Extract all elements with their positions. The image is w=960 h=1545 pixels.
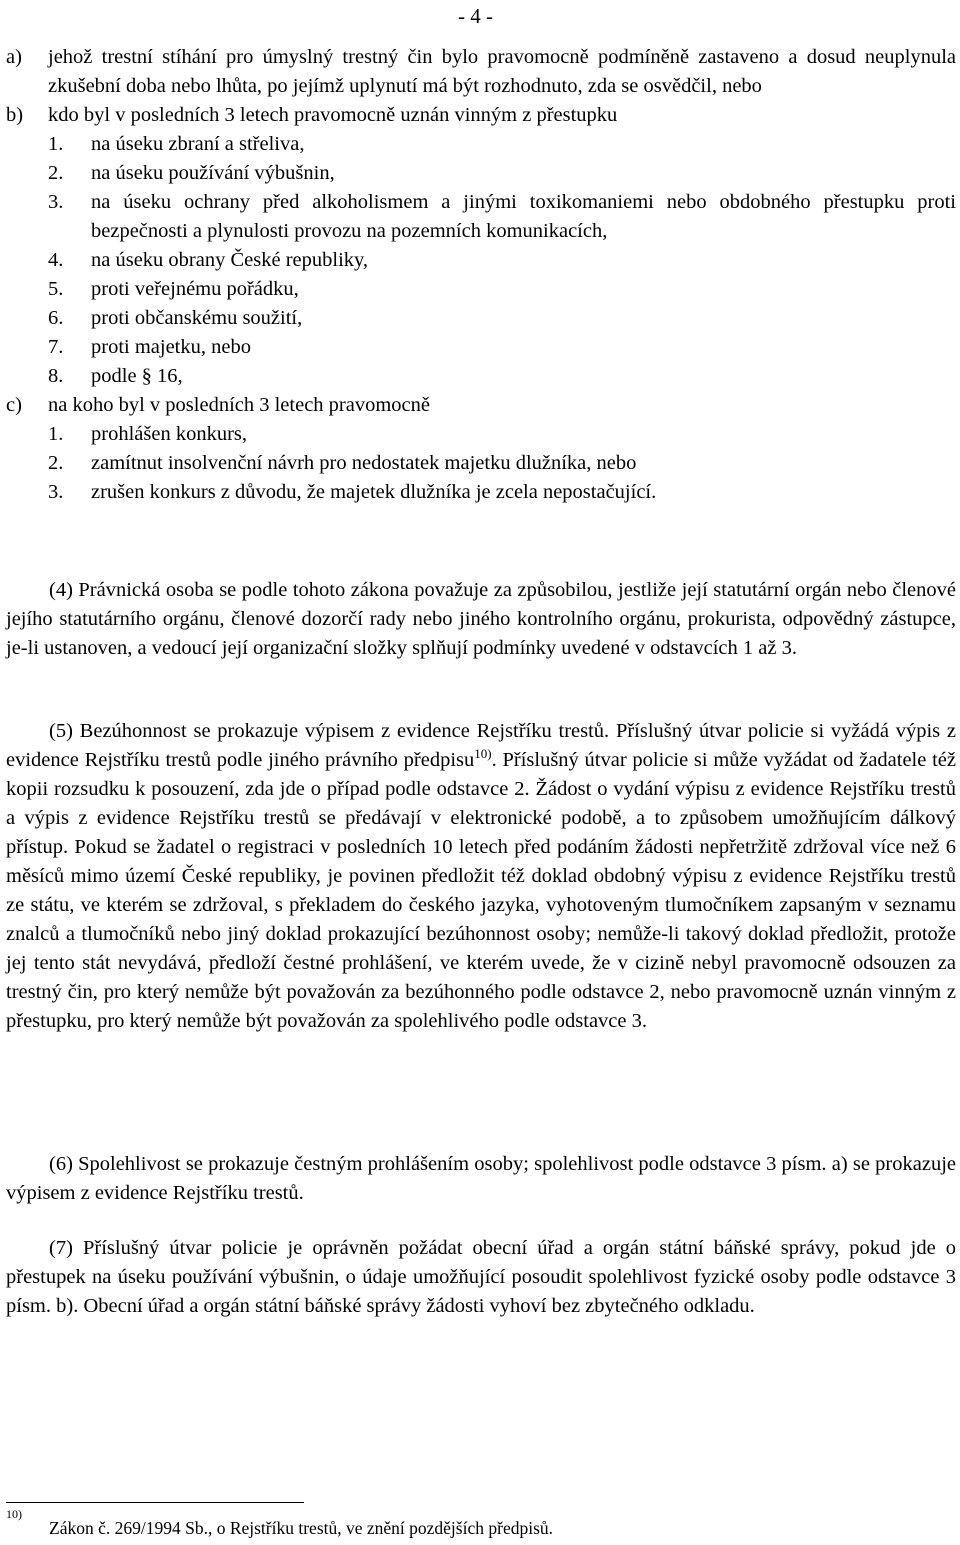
paragraph-7: (7) Příslušný útvar policie je oprávněn požádat obecní úřad a orgán státní báňské správy, pokud jde o přestupek na úseku používání výbušnin, o údaje umožňující posoudit spolehlivost fyzické osoby podle odstavce 3 písm. b). Obecní úřad a orgán státní báňské správy žádosti vyhoví bez zbytečného odkladu. <box>6 1237 956 1317</box>
footnote-separator <box>6 1502 304 1503</box>
item-label: c) <box>6 394 22 416</box>
sub-item-number: 3. <box>48 481 64 503</box>
sub-item <box>48 420 956 449</box>
page-number: - 4 - <box>458 4 493 28</box>
item-label: a) <box>6 46 22 68</box>
sub-item-number: 6. <box>48 307 64 329</box>
sub-item-text: proti majetku, nebo <box>91 336 251 358</box>
sub-item-number: 5. <box>48 278 64 300</box>
item-text: kdo byl v posledních 3 letech pravomocně uznán vinným z přestupku <box>48 104 618 126</box>
sub-item-number: 3. <box>48 191 64 213</box>
list-item-c <box>6 391 956 420</box>
sub-item-text: na úseku ochrany před alkoholismem a jinými toxikomaniemi nebo obdobného přestupku proti bezpečnosti a plynulosti provozu na pozemních komunikacích, <box>91 191 956 242</box>
sub-item-text: na úseku používání výbušnin, <box>91 162 335 184</box>
condition-list <box>6 43 956 507</box>
list-item-a <box>6 43 956 101</box>
footnote <box>6 1507 956 1540</box>
item-text: jehož trestní stíhání pro úmyslný trestný čin bylo pravomocně podmíněně zastaveno a dosud neuplynula zkušební doba nebo lhůta, po jejímž uplynutí má být rozhodnuto, zda se osvědčil, nebo <box>48 46 956 97</box>
sub-item-text: proti občanskému soužití, <box>91 307 303 329</box>
sub-item-text: proti veřejnému pořádku, <box>91 278 299 300</box>
sub-item-text: prohlášen konkurs, <box>91 423 248 445</box>
sub-item <box>48 478 956 507</box>
sub-item <box>48 246 956 275</box>
sub-item-number: 7. <box>48 336 64 358</box>
sub-item-number: 1. <box>48 423 64 445</box>
footnote-reference: 10) <box>474 746 492 761</box>
sub-item <box>48 275 956 304</box>
sub-item <box>48 130 956 159</box>
footnote-text: Zákon č. 269/1994 Sb., o Rejstříku trestů, ve znění pozdějších předpisů. <box>49 1518 554 1538</box>
sub-item-text: podle § 16, <box>91 365 183 387</box>
sub-item-text: zamítnut insolvenční návrh pro nedostatek majetku dlužníka, nebo <box>91 452 637 474</box>
sub-item-number: 2. <box>48 162 64 184</box>
sub-item-number: 2. <box>48 452 64 474</box>
sub-item-number: 1. <box>48 133 64 155</box>
sub-item <box>48 304 956 333</box>
paragraph-5-text-b: . Příslušný útvar policie si může vyžádat od žadatele též kopii rozsudku k posouzení, zda jde o případ podle odstavce 2. Žádost o vydání výpisu z evidence Rejstříku trestů a výpis z evidence Rejstříku trestů se předávají v elektronické podobě, a to způsobem umožňujícím dálkový přístup. Pokud se žadatel o registraci v posledních 10 letech před podáním žádosti nepřetržitě zdržoval více než 6 měsíců mimo území České republiky, je povinen předložit též doklad obdobný výpisu z evidence Rejstříku trestů ze státu, ve kterém se zdržoval, s překladem do českého jazyka, vyhotoveným tlumočníkem zapsaným v seznamu znalců a tlumočníků nebo jiný doklad prokazující bezúhonnost osoby; nemůže-li takový doklad předložit, protože jej tento stát nevydává, předloží čestné prohlášení, ve kterém uvede, že v cizině nebyl pravomocně odsouzen za trestný čin, pro který nemůže být považován za bezúhonného podle odstavce 2, nebo pravomocně uznán vinným z přestupku, pro který nemůže být považován za spolehlivého podle odstavce 3. <box>6 749 956 1032</box>
item-label: b) <box>6 104 24 126</box>
paragraph-5 <box>6 717 956 1036</box>
sub-item-number: 4. <box>48 249 64 271</box>
sub-item <box>48 449 956 478</box>
sub-item <box>48 333 956 362</box>
item-text: na koho byl v posledních 3 letech pravomocně <box>48 394 430 416</box>
sub-item-text: na úseku obrany České republiky, <box>91 249 369 271</box>
list-item-b <box>6 101 956 130</box>
paragraph-4: (4) Právnická osoba se podle tohoto zákona považuje za způsobilou, jestliže její statutární orgán nebo členové jejího statutárního orgánu, členové dozorčí rady nebo jiného kontrolního orgánu, prokurista, odpovědný zástupce, je-li ustanoven, a vedoucí její organizační složky splňují podmínky uvedené v odstavcích 1 až 3. <box>6 579 956 659</box>
sub-item-number: 8. <box>48 365 64 387</box>
footnote-mark: 10) <box>6 1507 22 1521</box>
sub-item <box>48 362 956 391</box>
sub-item <box>48 159 956 188</box>
sub-item <box>48 188 956 246</box>
sub-item-text: na úseku zbraní a střeliva, <box>91 133 305 155</box>
paragraph-6: (6) Spolehlivost se prokazuje čestným prohlášením osoby; spolehlivost podle odstavce 3 písm. a) se prokazuje výpisem z evidence Rejstříku trestů. <box>6 1153 956 1204</box>
sub-item-text: zrušen konkurs z důvodu, že majetek dlužníka je zcela nepostačující. <box>91 481 657 503</box>
paragraph-5-text-a: (5) Bezúhonnost se prokazuje výpisem z evidence Rejstříku trestů. Příslušný útvar policie si vyžádá výpis z evidence Rejstříku trestů podle jiného právního předpisu <box>6 720 956 771</box>
